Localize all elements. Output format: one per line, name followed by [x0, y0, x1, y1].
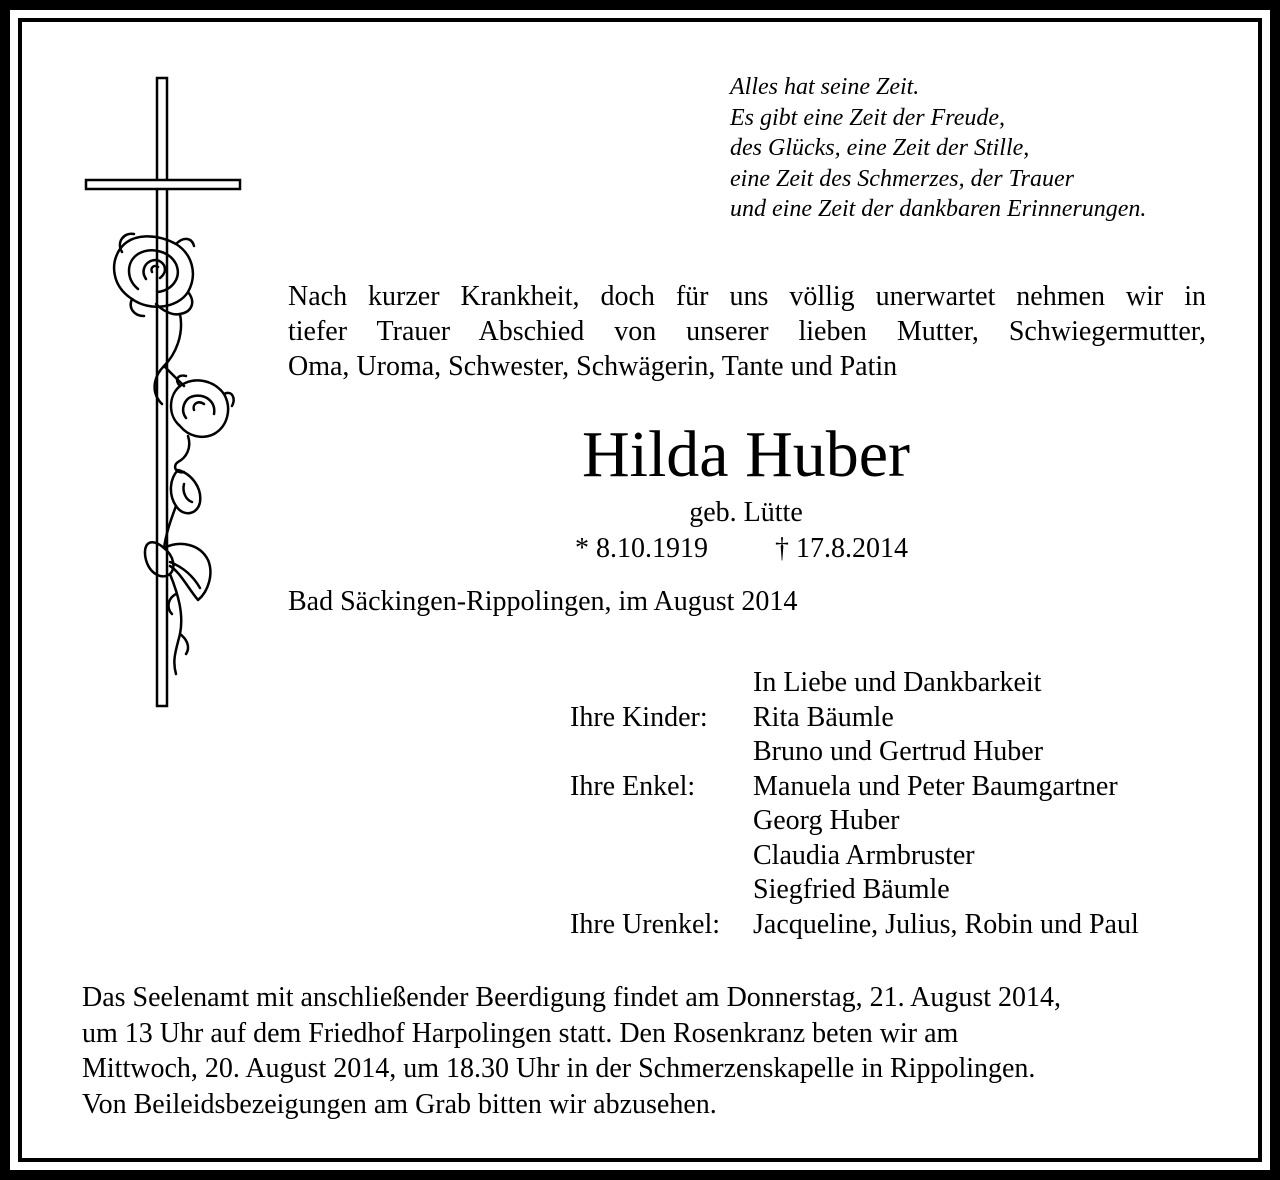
intro-line: Oma, Uroma, Schwester, Schwägerin, Tante und Patin: [288, 351, 898, 382]
birth-name: geb. Lütte: [689, 497, 803, 528]
deceased-name: Hilda Huber: [581, 418, 911, 491]
upper-rose: [114, 234, 194, 316]
poem-line: des Glücks, eine Zeit der Stille,: [730, 135, 1030, 161]
birth-date: * 8.10.1919: [575, 533, 708, 564]
mourner-row: [570, 839, 1139, 874]
poem-line: eine Zeit des Schmerzes, der Trauer: [730, 165, 1074, 192]
mourner-names: Claudia Armbruster: [753, 839, 975, 871]
mourners-list: [570, 666, 1139, 942]
intro-line: Nach kurzer Krankheit, doch für uns völlig unerwartet nehmen wir in: [288, 281, 1206, 312]
mourner-names: In Liebe und Dankbarkeit: [753, 667, 1042, 698]
place-and-date: Bad Säckingen-Rippolingen, im August 2014: [288, 586, 798, 617]
mourner-row: [570, 873, 1139, 908]
mourner-row: [570, 770, 1139, 805]
poem-quote: [730, 72, 1146, 225]
mourner-row: [570, 804, 1139, 839]
mourner-row: [570, 735, 1139, 770]
mourner-row: [570, 701, 1139, 736]
death-date: † 17.8.2014: [775, 533, 908, 564]
funeral-line: um 13 Uhr auf dem Friedhof Harpolingen statt. Den Rosenkranz beten wir am: [82, 1017, 959, 1049]
mourner-names: Bruno und Gertrud Huber: [753, 736, 1044, 767]
relation-label: [570, 735, 753, 770]
funeral-line: Das Seelenamt mit anschließender Beerdigung findet am Donnerstag, 21. August 2014,: [82, 982, 1062, 1013]
mourner-names: Manuela und Peter Baumgartner: [753, 770, 1118, 802]
relation-label: Ihre Kinder:: [570, 701, 708, 733]
relation-label: Ihre Urenkel:: [570, 908, 721, 940]
relation-label: [570, 839, 753, 874]
relation-label: [570, 804, 753, 839]
mourner-names: Rita Bäumle: [753, 701, 894, 733]
mourner-row: [570, 908, 1139, 943]
poem-line: Es gibt eine Zeit der Freude,: [730, 104, 1006, 131]
relation-label: Ihre Enkel:: [570, 770, 696, 802]
rose-leaf: [145, 542, 210, 600]
relation-label: [570, 873, 753, 908]
funeral-line: Von Beileidsbezeigungen am Grab bitten wir abzusehen.: [82, 1088, 717, 1120]
announcement-intro: [288, 279, 1206, 384]
mourner-row: [570, 666, 1139, 701]
funeral-line: Mittwoch, 20. August 2014, um 18.30 Uhr in der Schmerzenskapelle in Rippolingen.: [82, 1053, 1036, 1084]
relation-label: [570, 666, 753, 701]
mourner-names: Georg Huber: [753, 805, 900, 836]
intro-line: tiefer Trauer Abschied von unserer lieben Mutter, Schwiegermutter,: [288, 316, 1206, 347]
mourner-names: Siegfried Bäumle: [753, 874, 950, 905]
funeral-details: [82, 980, 1061, 1122]
mourner-names: Jacqueline, Julius, Robin und Paul: [753, 908, 1139, 940]
cross-with-roses-illustration: [80, 74, 250, 714]
rose-stem-lower: [170, 574, 181, 674]
poem-line: und eine Zeit der dankbaren Erinnerungen.: [730, 196, 1147, 222]
cross-vertical-beam: [157, 78, 167, 706]
cross-horizontal-beam: [86, 180, 240, 189]
poem-line: Alles hat seine Zeit.: [730, 74, 920, 100]
